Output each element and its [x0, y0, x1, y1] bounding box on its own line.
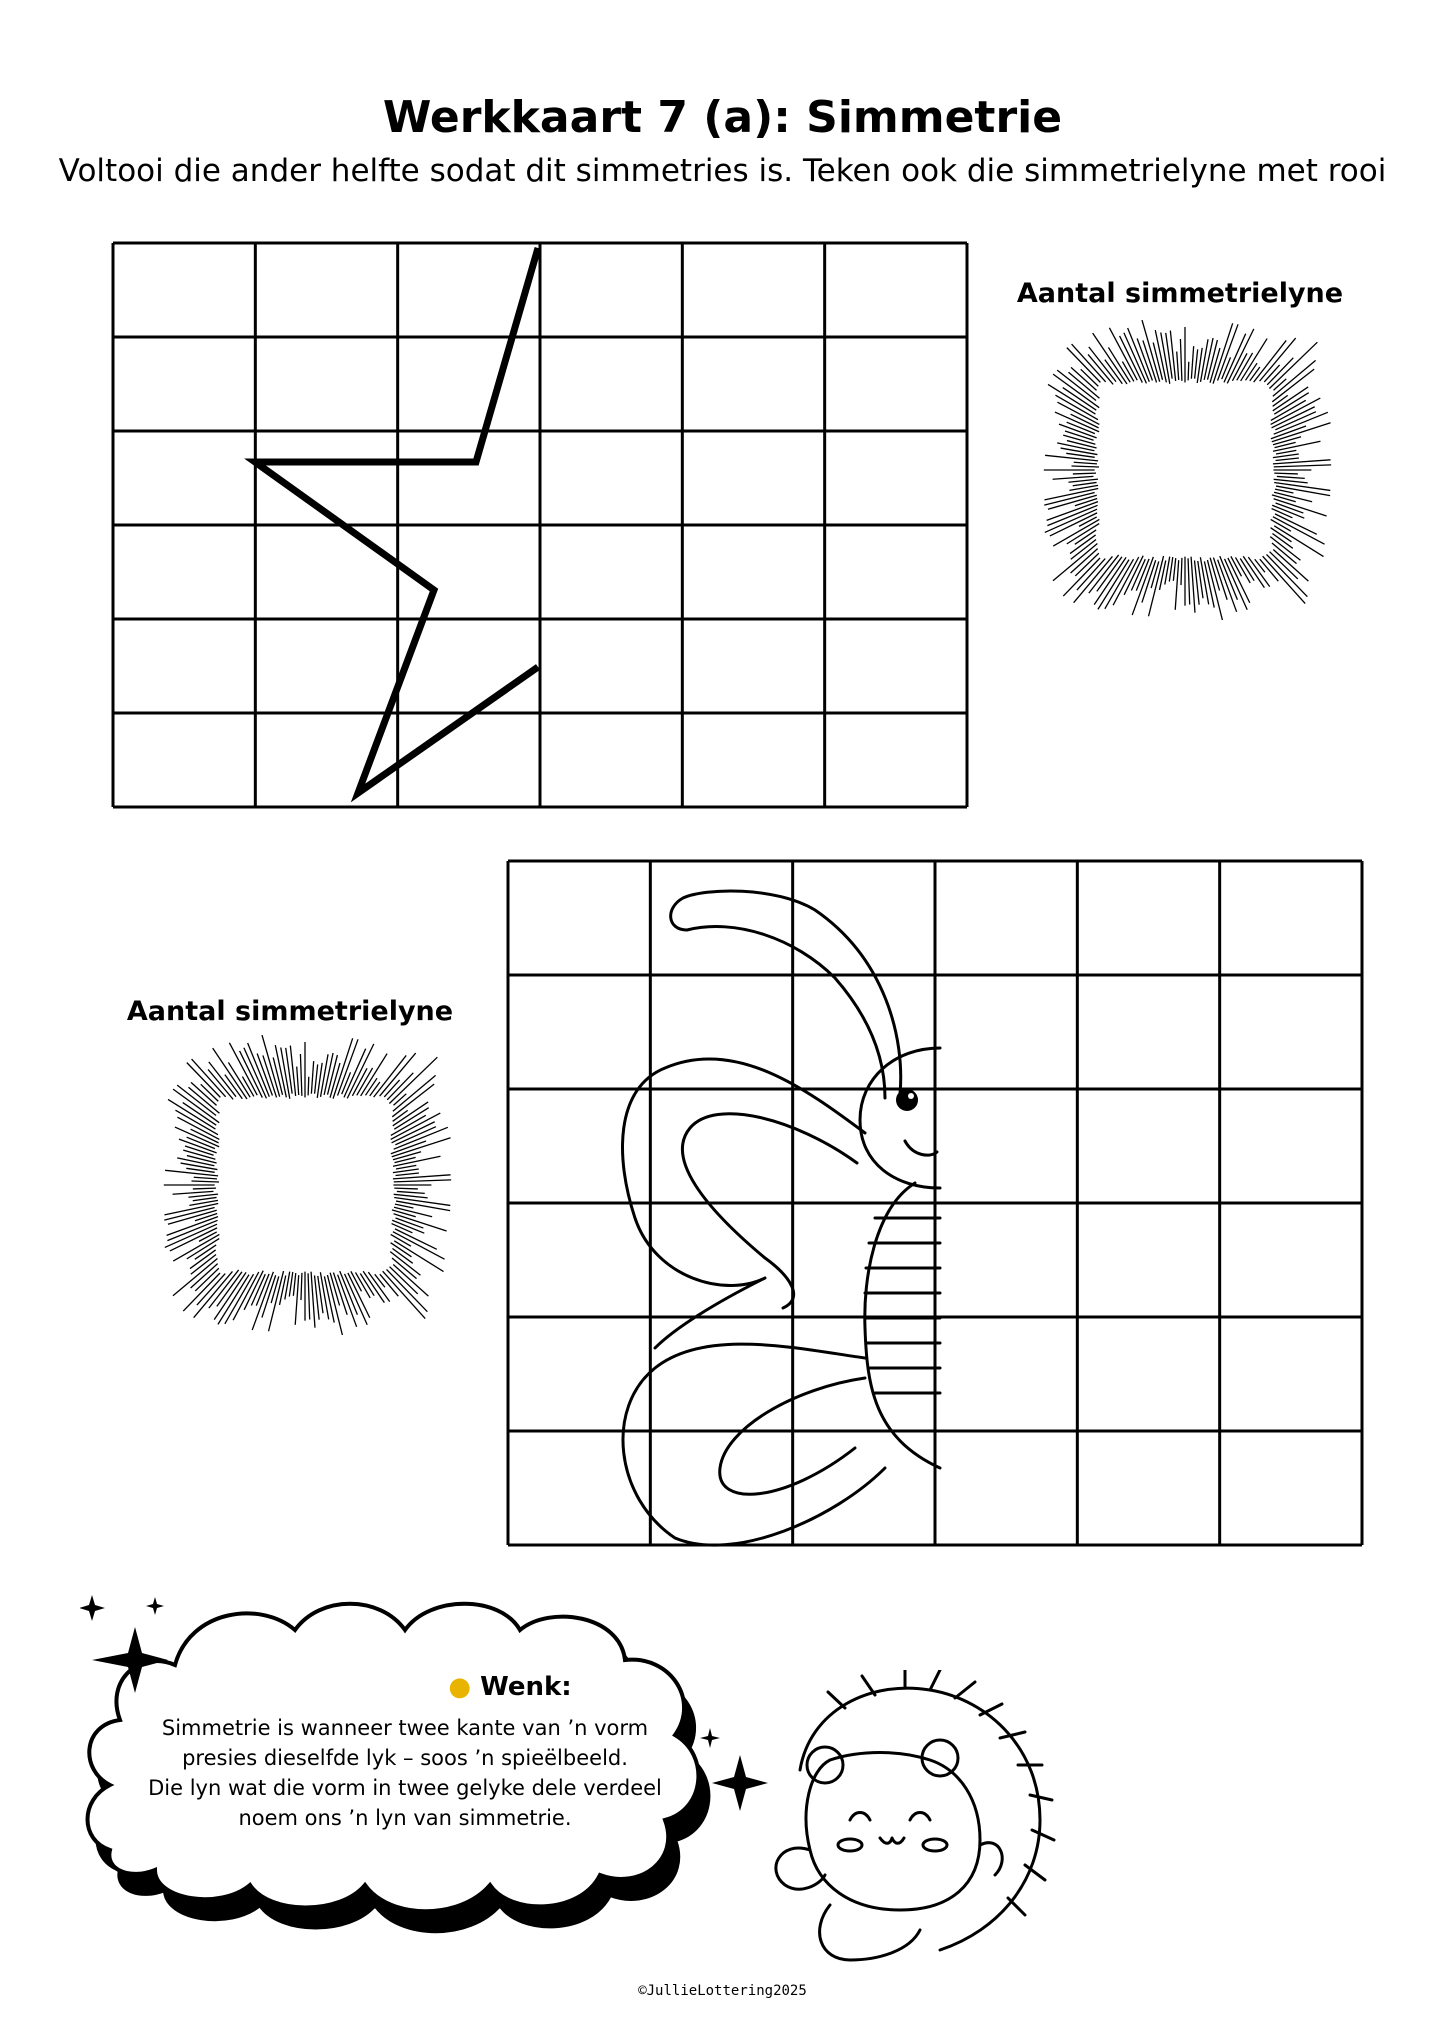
sunburst-ray [1188, 558, 1190, 604]
sunburst-ray [1151, 561, 1159, 588]
sunburst-ray [167, 1220, 217, 1240]
sunburst-ray [1218, 324, 1238, 380]
sunburst-ray [338, 1275, 357, 1327]
sunburst-ray [1273, 395, 1288, 406]
sunburst-ray [393, 1264, 428, 1296]
sunburst-ray [394, 1180, 451, 1182]
sunburst-ray [392, 1210, 416, 1217]
sunburst-ray [308, 1077, 309, 1096]
sunburst-ray [1255, 559, 1265, 572]
sunburst-ray [1071, 549, 1098, 573]
sunburst-ray [1169, 557, 1172, 582]
sunburst-ray [1180, 339, 1181, 381]
sparkle-icon [80, 1585, 190, 1695]
sunburst-ray [368, 1272, 389, 1301]
sunburst-ray [1079, 517, 1097, 526]
sunburst-ray [187, 1063, 221, 1098]
sunburst-ray [1273, 454, 1299, 458]
grid-lines [508, 861, 1362, 1545]
sunburst-ray [1142, 320, 1160, 382]
sunburst-ray [1272, 495, 1296, 502]
sunburst-ray [1195, 349, 1198, 378]
sunburst-ray [392, 1122, 435, 1143]
sunburst-ray [1274, 473, 1298, 474]
sunburst-ray [1276, 458, 1299, 460]
sunburst-ray [289, 1272, 292, 1297]
sunburst-ray [194, 1177, 217, 1179]
sunburst-ray [293, 1273, 295, 1296]
tip-text-line: noem ons ’n lyn van simmetrie. [238, 1806, 572, 1830]
worksheet-title: Werkkaart 7 (a): Simmetrie [382, 92, 1063, 143]
sunburst-ray [1272, 423, 1331, 442]
sunburst-ray [1275, 489, 1293, 493]
sunburst-ray [1053, 476, 1094, 479]
sunburst-ray [167, 1217, 218, 1236]
sunburst-ray [1057, 443, 1094, 451]
sunburst-ray [175, 1127, 219, 1147]
sunburst-ray [1071, 466, 1099, 467]
sunburst-ray [191, 1264, 218, 1288]
sunburst-ray [393, 1110, 408, 1121]
sunburst-ray [1272, 543, 1297, 564]
sunburst-ray [1274, 465, 1331, 467]
sunburst-ray [342, 1072, 351, 1094]
sunburst-ray [1274, 479, 1308, 483]
lower-wing [623, 1344, 885, 1545]
sunburst-ray [311, 1061, 313, 1094]
sunburst-ray [1055, 412, 1099, 432]
half-butterfly-drawing [623, 891, 940, 1545]
sunburst-ray [195, 1268, 219, 1291]
sunburst-ray [338, 1039, 358, 1095]
upper-wing-inner [682, 1114, 857, 1308]
sunburst-ray [1068, 479, 1098, 482]
sunburst-ray [1177, 352, 1179, 380]
butterfly-symmetry-count-label: Aantal simmetrielyne [126, 996, 454, 1027]
sunburst-ray [191, 1255, 216, 1275]
sunburst-ray [387, 1073, 413, 1100]
sunburst-ray [1061, 448, 1098, 454]
sunburst-ray [1267, 554, 1308, 596]
sunburst-ray [1074, 462, 1097, 464]
sunburst-ray [262, 1035, 280, 1097]
sunburst-ray [347, 1044, 374, 1098]
hedgehog-illustration [740, 1670, 1070, 1970]
sunburst-ray [1227, 329, 1254, 383]
sunburst-ray [396, 1173, 419, 1175]
sunburst-ray [188, 1194, 218, 1197]
sunburst-ray [395, 1204, 413, 1208]
sunburst-ray [1273, 549, 1308, 581]
sunburst-ray [1272, 407, 1315, 428]
sunburst-ray [393, 1169, 419, 1173]
sunburst-ray [1073, 473, 1096, 474]
sunburst-ray [1277, 476, 1305, 478]
sunburst-ray [387, 1269, 428, 1311]
sunburst-ray [393, 1152, 421, 1160]
sunburst-ray [392, 1224, 413, 1233]
sunburst-ray [1267, 358, 1293, 385]
sunburst-ray [1175, 560, 1178, 610]
sunburst-ray [1173, 558, 1175, 581]
star-symmetry-answer-box[interactable] [1030, 320, 1340, 620]
sunburst-ray [375, 1274, 385, 1287]
sunburst-ray [1181, 558, 1182, 585]
sunburst-ray [301, 1273, 302, 1300]
sunburst-ray [370, 1082, 380, 1096]
lightbulb-icon: ● [448, 1672, 472, 1702]
sunburst-ray [1274, 379, 1287, 390]
sunburst-ray [271, 1276, 279, 1303]
sunburst-ray [392, 1258, 417, 1279]
sunburst-ray [1273, 437, 1301, 445]
sunburst-ray [195, 1214, 217, 1221]
tip-text-line: Die lyn wat die vorm in twee gelyke dele verdeel [148, 1776, 662, 1800]
sunburst-ray [199, 1232, 217, 1241]
sunburst-ray [193, 1197, 217, 1200]
sunburst-ray [1067, 348, 1101, 383]
sunburst-ray [394, 1198, 450, 1206]
sunburst-ray [193, 1188, 216, 1189]
sunburst-ray [187, 1156, 217, 1163]
sunburst-ray [1070, 535, 1096, 554]
sunburst-ray [321, 1054, 329, 1097]
sunburst-ray [1073, 482, 1097, 485]
sunburst-ray [1275, 514, 1317, 534]
copyright-text: ©JullieLottering2025 [638, 1983, 807, 1999]
tip-text-line: Simmetrie is wanneer twee kante van ’n vorm [161, 1716, 649, 1740]
sunburst-ray [1191, 346, 1193, 379]
sunburst-ray [191, 1082, 217, 1105]
tip-title: ● Wenk: [448, 1672, 572, 1702]
sunburst-ray [1071, 367, 1097, 390]
sunburst-ray [394, 1094, 407, 1105]
sunburst-ray [1201, 339, 1209, 382]
sunburst-ray [394, 1188, 418, 1189]
sunburst-ray [295, 1275, 298, 1325]
smile [905, 1141, 937, 1155]
sunburst-ray [1075, 553, 1099, 576]
sunburst-ray [383, 1271, 426, 1318]
sunburst-ray [1263, 556, 1306, 603]
sunburst-ray [392, 1138, 451, 1157]
sunburst-ray [1124, 556, 1143, 595]
sunburst-ray [394, 1194, 428, 1198]
grid-lines [113, 243, 967, 807]
sunburst-ray [1222, 357, 1231, 379]
sunburst-ray [300, 1054, 301, 1096]
sunburst-ray [173, 1191, 214, 1194]
sunburst-ray [1067, 441, 1097, 448]
eye [896, 1089, 918, 1111]
sunburst-ray [190, 1250, 216, 1269]
sunburst-ray [1207, 560, 1222, 620]
sunburst-ray [280, 1276, 286, 1305]
sunburst-ray [397, 1191, 425, 1193]
butterfly-symmetry-answer-box[interactable] [150, 1035, 460, 1335]
sunburst-ray [1075, 499, 1097, 506]
sunburst-ray [395, 1229, 437, 1249]
sunburst-ray [191, 1181, 219, 1182]
star-symmetry-count-label: Aantal simmetrielyne [1016, 278, 1344, 309]
sunburst-ray [396, 1165, 416, 1169]
sunburst-ray [1248, 557, 1269, 586]
star-grid[interactable] [110, 240, 970, 810]
sunburst-ray [1274, 483, 1330, 491]
sunburst-ray [1047, 502, 1098, 521]
sunburst-ray [1160, 561, 1166, 590]
antenna [671, 891, 901, 1098]
sunburst-ray [244, 1271, 263, 1310]
sunburst-ray [177, 1158, 214, 1166]
sunburst-ray [181, 1163, 218, 1169]
sunburst-ray [315, 1064, 318, 1093]
sunburst-ray [1188, 362, 1189, 381]
sunburst-ray [297, 1067, 299, 1095]
sunburst-ray [1276, 450, 1296, 454]
body [865, 1183, 940, 1468]
sunburst-ray [327, 1275, 342, 1335]
tip-text-line: presies dieselfde lyk – soos ’n spieëlbeeld. [182, 1746, 628, 1770]
butterfly-grid[interactable] [505, 858, 1365, 1548]
sunburst-ray [1071, 540, 1096, 560]
sunburst-ray [308, 1273, 310, 1319]
sunburst-ray [1218, 560, 1237, 612]
sunburst-ray [1250, 367, 1260, 381]
worksheet-instruction: Voltooi die ander helfte sodat dit simmetries is. Teken ook die simmetrielyne met rooi [58, 153, 1387, 189]
sunburst-ray [1047, 505, 1097, 525]
sunburst-ray [1272, 509, 1293, 518]
